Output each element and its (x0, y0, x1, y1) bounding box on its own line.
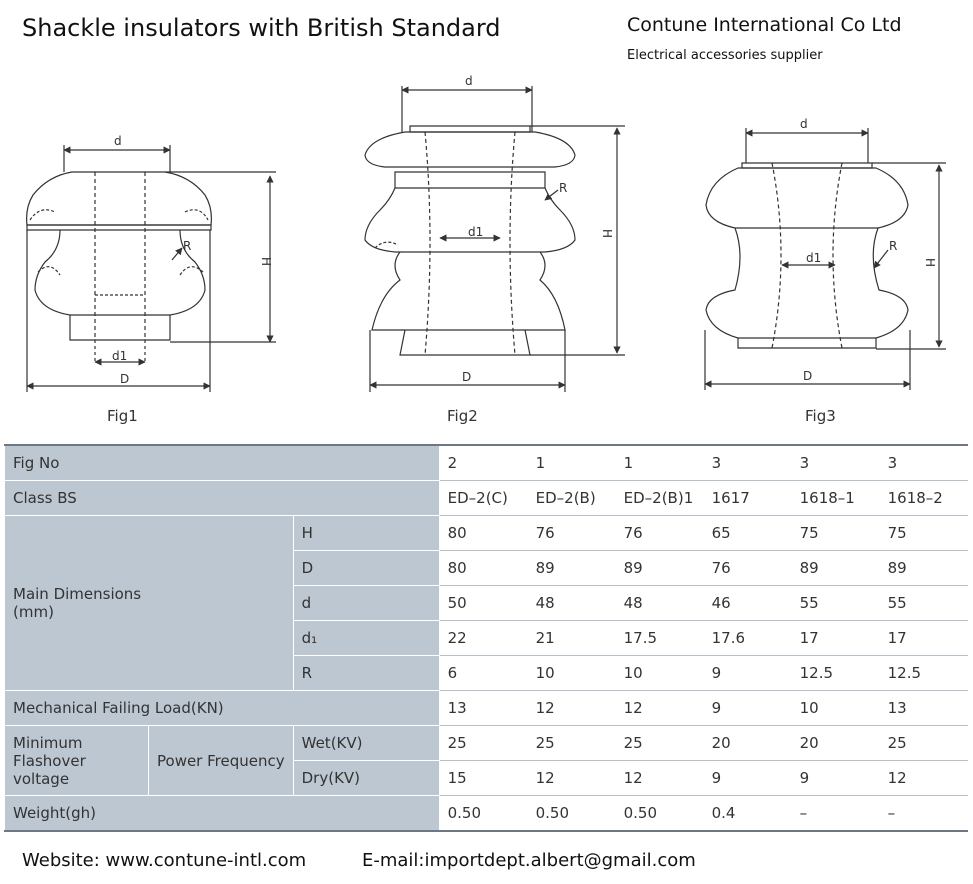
table-cell: 75 (791, 516, 879, 551)
fig2-H-label: H (600, 229, 614, 239)
table-cell: 10 (791, 691, 879, 726)
weight-label: Weight(gh) (5, 796, 440, 832)
table-cell: ED–2(B) (527, 481, 615, 516)
fig3-caption: Fig3 (805, 407, 836, 425)
table-cell: 6 (439, 656, 527, 691)
table-cell: 12 (615, 691, 703, 726)
table-cell: 0.50 (615, 796, 703, 832)
table-cell: 80 (439, 516, 527, 551)
table-cell: 9 (703, 761, 791, 796)
fig2-d1-label: d1 (468, 225, 484, 239)
table-cell: 12 (527, 691, 615, 726)
weight-row (5, 796, 968, 832)
class-bs-label: Class BS (5, 481, 440, 516)
dim-D-label: D (293, 551, 439, 586)
fig2-d-label: d (465, 74, 473, 88)
table-cell: 2 (439, 445, 527, 481)
fig1-R-label: R (183, 239, 192, 253)
fig3-D-label: D (803, 369, 813, 383)
table-cell: 12.5 (879, 656, 967, 691)
table-cell: 13 (439, 691, 527, 726)
spec-table (4, 444, 968, 832)
table-cell: 25 (527, 726, 615, 761)
table-cell: 48 (615, 586, 703, 621)
class-bs-row (5, 481, 968, 516)
table-cell: 89 (527, 551, 615, 586)
table-cell: 65 (703, 516, 791, 551)
table-cell: 15 (439, 761, 527, 796)
table-cell: 12.5 (791, 656, 879, 691)
table-cell: 89 (791, 551, 879, 586)
table-cell: 0.50 (527, 796, 615, 832)
table-cell: 76 (703, 551, 791, 586)
table-cell: 0.4 (703, 796, 791, 832)
company-name: Contune International Co Ltd (627, 14, 902, 36)
table-cell: ED–2(B)1 (615, 481, 703, 516)
table-cell: 1618–2 (879, 481, 967, 516)
dim-h-label: H (293, 516, 439, 551)
fig2-drawing (365, 86, 625, 392)
table-cell: 21 (527, 621, 615, 656)
email-link[interactable]: E-mail:importdept.albert@gmail.com (362, 850, 696, 871)
table-cell: 1 (615, 445, 703, 481)
table-cell: 17.5 (615, 621, 703, 656)
fig1-d-label: d (114, 134, 122, 148)
table-cell: 17 (879, 621, 967, 656)
fig2-caption: Fig2 (447, 407, 478, 425)
fig3-drawing (705, 128, 946, 390)
table-cell: 89 (879, 551, 967, 586)
table-cell: 20 (703, 726, 791, 761)
fig-no-row (5, 445, 968, 481)
fig3-H-label: H (923, 258, 937, 268)
fig1-d1-label: d1 (112, 349, 128, 363)
fig3-R-label: R (889, 239, 898, 253)
table-cell: 48 (527, 586, 615, 621)
company-tagline: Electrical accessories supplier (627, 48, 823, 63)
table-cell: ED–2(C) (439, 481, 527, 516)
table-cell: 12 (615, 761, 703, 796)
table-cell: 75 (879, 516, 967, 551)
table-cell: 12 (527, 761, 615, 796)
fig2-R-label: R (559, 181, 568, 195)
table-cell: 12 (879, 761, 967, 796)
table-cell: – (791, 796, 879, 832)
table-cell: 10 (527, 656, 615, 691)
fig1-H-label: H (259, 257, 273, 267)
table-cell: 9 (703, 656, 791, 691)
table-cell: 17 (791, 621, 879, 656)
table-cell: 0.50 (439, 796, 527, 832)
wet-label: Wet(KV) (293, 726, 439, 761)
table-cell: 55 (879, 586, 967, 621)
table-cell: 25 (879, 726, 967, 761)
table-cell: – (879, 796, 967, 832)
table-cell: 1617 (703, 481, 791, 516)
mech-load-label: Mechanical Failing Load(KN) (5, 691, 440, 726)
table-cell: 3 (879, 445, 967, 481)
table-cell: 13 (879, 691, 967, 726)
table-cell: 10 (615, 656, 703, 691)
dim-h-row (5, 516, 968, 551)
table-cell: 50 (439, 586, 527, 621)
main-dimensions-label: Main Dimensions (mm) (5, 516, 294, 691)
table-cell: 25 (615, 726, 703, 761)
wet-row (5, 726, 968, 761)
table-cell: 20 (791, 726, 879, 761)
table-cell: 1618–1 (791, 481, 879, 516)
power-frequency-label: Power Frequency (149, 726, 294, 796)
table-cell: 17.6 (703, 621, 791, 656)
dim-R-label: R (293, 656, 439, 691)
table-cell: 55 (791, 586, 879, 621)
table-cell: 76 (615, 516, 703, 551)
table-cell: 76 (527, 516, 615, 551)
fig1-caption: Fig1 (107, 407, 138, 425)
table-cell: 46 (703, 586, 791, 621)
fig3-d1-label: d1 (806, 251, 822, 265)
table-cell: 1 (527, 445, 615, 481)
table-cell: 80 (439, 551, 527, 586)
dim-d1-label: d₁ (293, 621, 439, 656)
table-cell: 3 (703, 445, 791, 481)
fig-no-label: Fig No (5, 445, 440, 481)
table-cell: 3 (791, 445, 879, 481)
mech-load-row (5, 691, 968, 726)
fig2-D-label: D (462, 370, 472, 384)
table-cell: 22 (439, 621, 527, 656)
fig1-D-label: D (120, 372, 130, 386)
dim-d-label: d (293, 586, 439, 621)
table-cell: 9 (791, 761, 879, 796)
table-cell: 9 (703, 691, 791, 726)
fig3-d-label: d (800, 117, 808, 131)
insulator-drawings (0, 70, 973, 440)
table-cell: 89 (615, 551, 703, 586)
min-flashover-label: Minimum Flashover voltage (5, 726, 149, 796)
fig1-drawing (27, 145, 276, 392)
table-cell: 25 (439, 726, 527, 761)
page-title: Shackle insulators with British Standard (22, 14, 501, 42)
website-link[interactable]: Website: www.contune-intl.com (22, 850, 307, 871)
dry-label: Dry(KV) (293, 761, 439, 796)
